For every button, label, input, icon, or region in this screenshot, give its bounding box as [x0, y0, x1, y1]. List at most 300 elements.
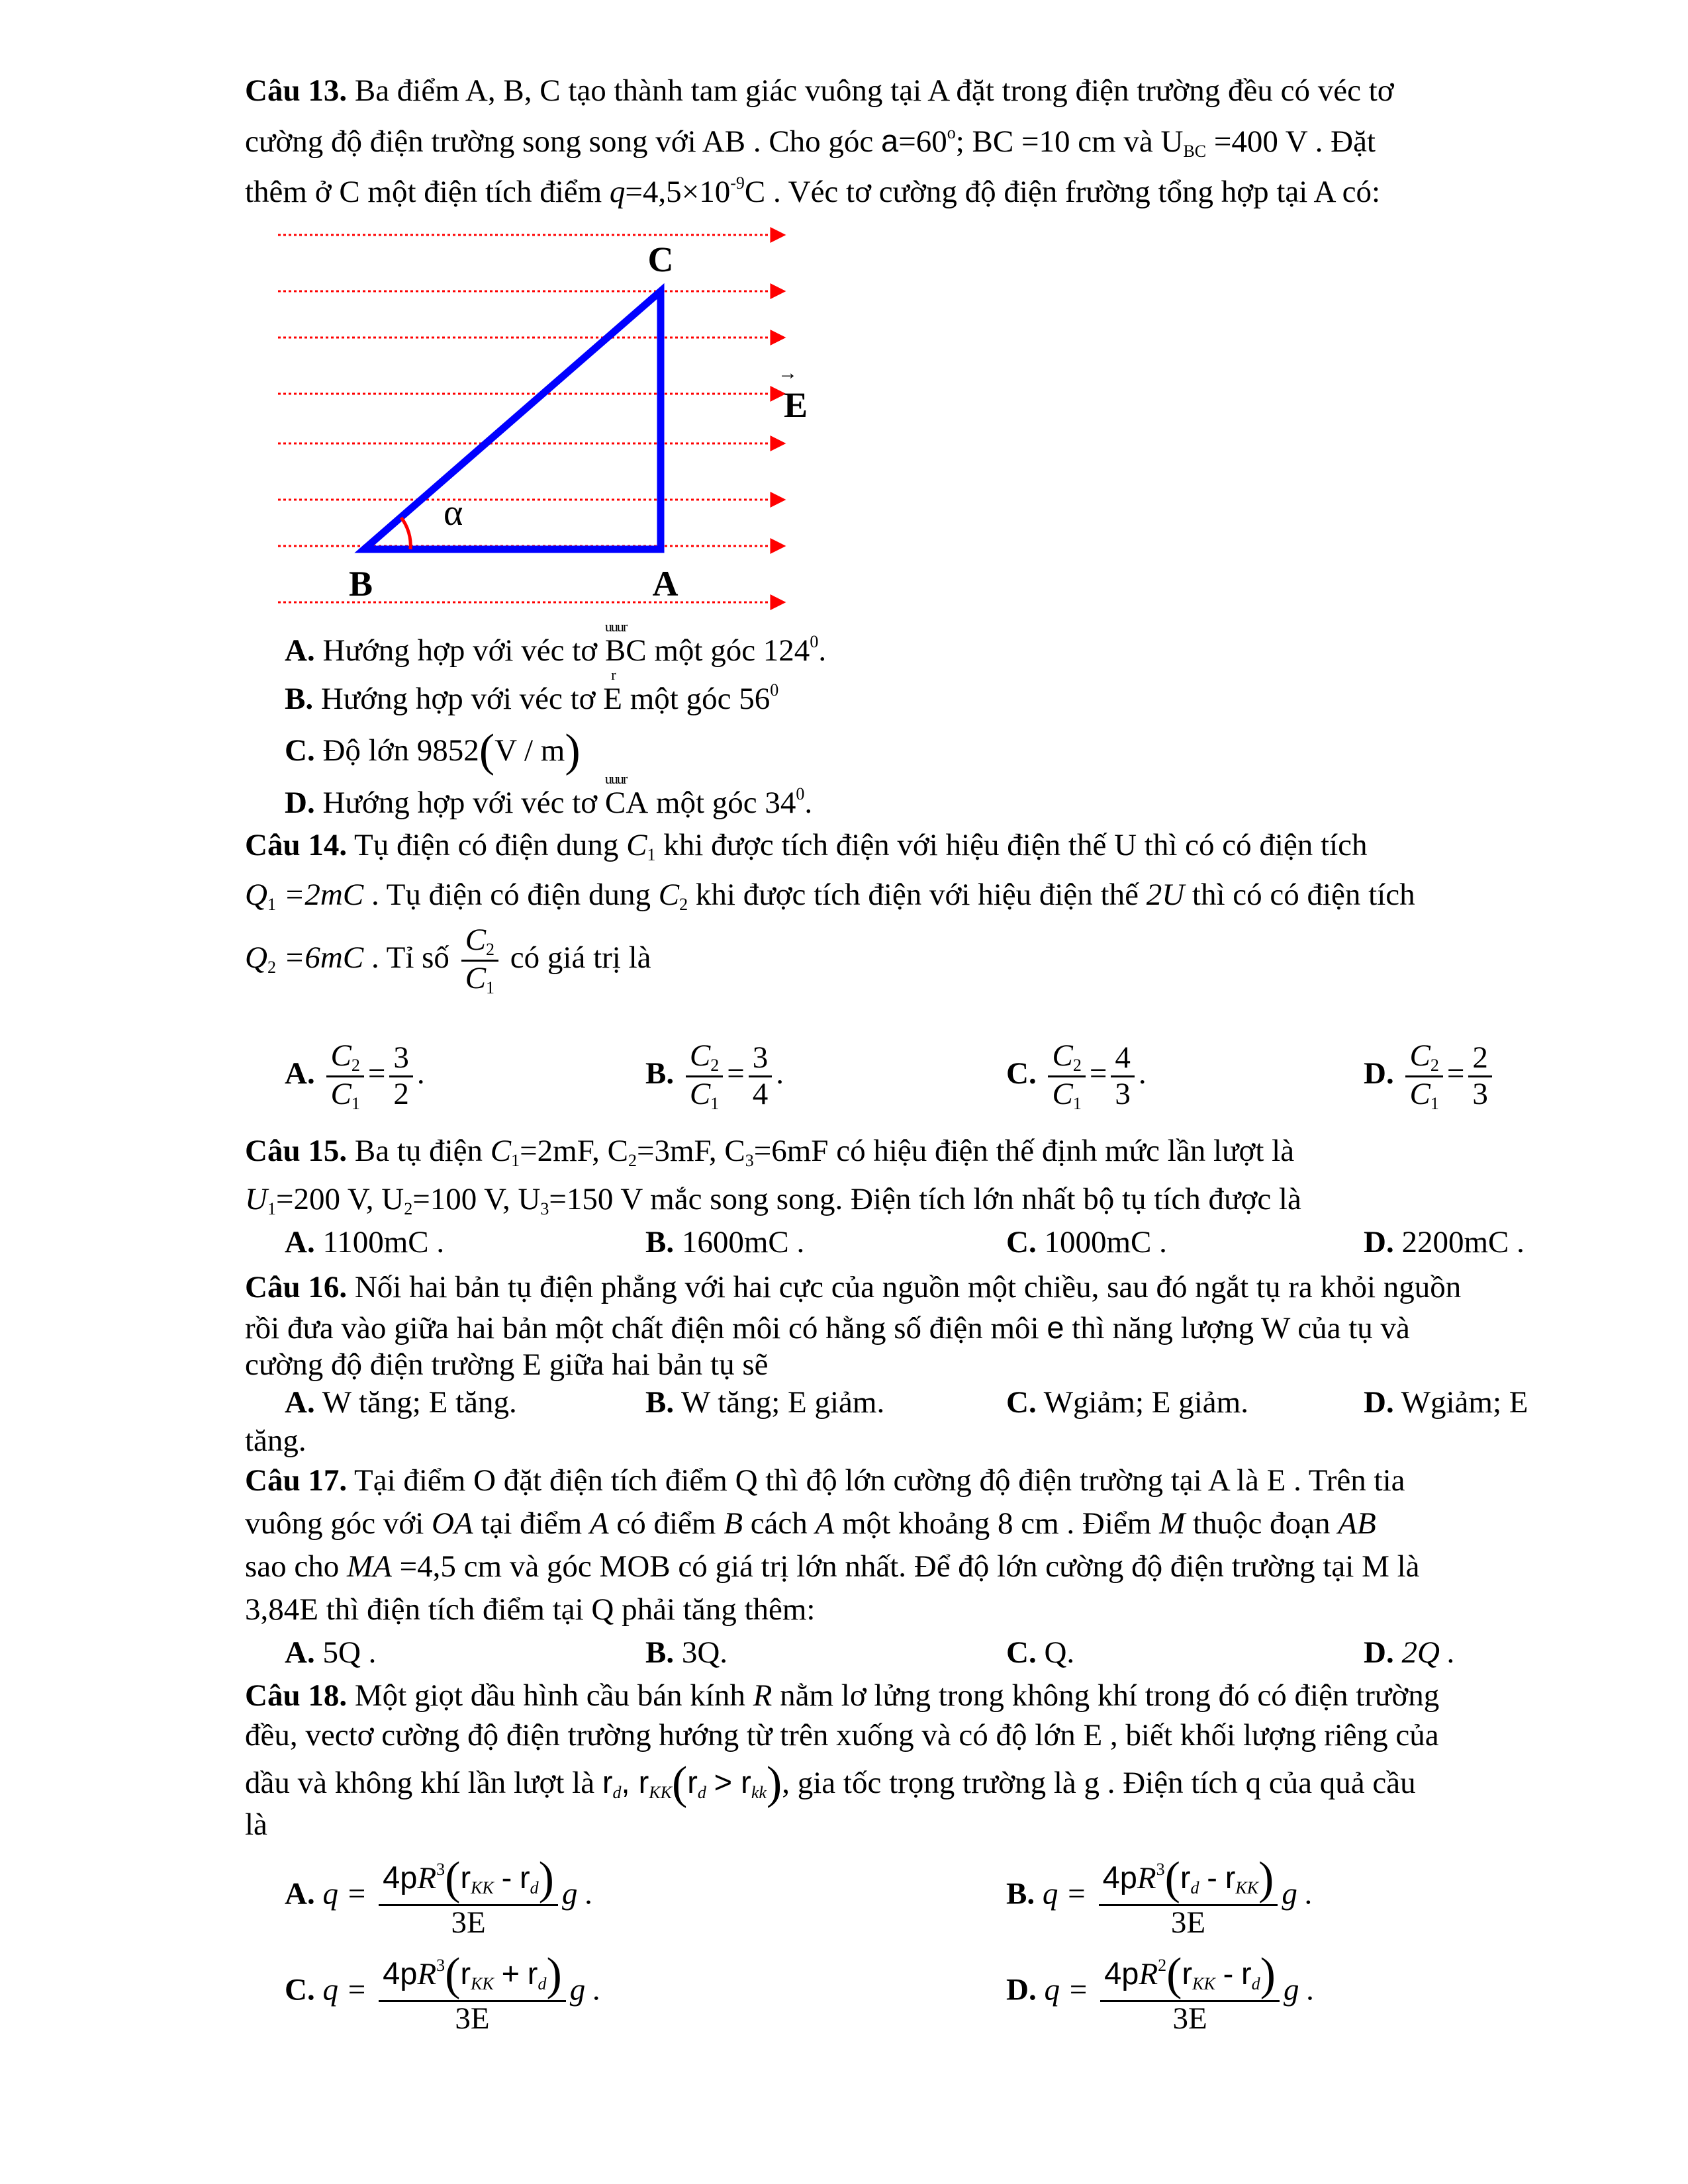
q18-option-b-g: g . — [1282, 1876, 1313, 1911]
frac-c1: C — [465, 960, 487, 995]
frac-rho1: r — [1182, 1956, 1193, 1991]
q15-option-b[interactable] — [645, 1224, 804, 1260]
q14-line3 — [245, 923, 651, 997]
frac-r: R — [417, 1861, 437, 1895]
q17-option-a-label: A. — [285, 1635, 315, 1670]
q18-option-b[interactable] — [1006, 1853, 1313, 1940]
q15-option-a-text: 1100mC . — [322, 1225, 445, 1259]
frac-4pi: 4p — [1104, 1956, 1139, 1991]
q15-line1 — [245, 1133, 1294, 1171]
q14-option-d[interactable] — [1364, 1039, 1496, 1113]
q18-option-b-lhs: q = — [1042, 1876, 1087, 1911]
q13-option-d-deg: 0 — [796, 784, 805, 803]
q14-option-b-label: B. — [645, 1056, 675, 1091]
q13-text3d: ×10 — [681, 175, 731, 209]
left-paren: ( — [671, 1758, 688, 1809]
right-paren: ) — [565, 725, 581, 776]
q18-option-c-frac — [379, 1949, 566, 2036]
q15-text1a: Ba tụ điện — [354, 1134, 483, 1168]
q18-rho-kk-sub: KK — [649, 1783, 672, 1802]
q17-text2k: thuộc đoạn — [1192, 1506, 1331, 1541]
q14-text2d: . Tụ điện có điện dung — [371, 878, 651, 912]
q14-c-sub: 1 — [647, 845, 656, 864]
frac-c1: C — [330, 1076, 352, 1111]
q13-option-b-vec: E — [603, 682, 622, 716]
q17-m: M — [1159, 1506, 1186, 1541]
q14-option-d-label: D. — [1364, 1056, 1394, 1091]
q17-option-b-text: 3Q. — [681, 1635, 728, 1670]
q16-text2c: thì năng lượng W của tụ và — [1072, 1311, 1410, 1345]
frac-rho2: r — [1241, 1956, 1252, 1991]
frac-sub2: d — [538, 1974, 547, 1993]
frac-den: 3E — [455, 2001, 490, 2036]
left-paren: ( — [1164, 1853, 1180, 1904]
vector-arrow-icon: r — [611, 666, 615, 683]
q17-option-b[interactable] — [645, 1635, 727, 1670]
q14-option-c-label: C. — [1006, 1056, 1037, 1091]
label-c: C — [647, 240, 674, 279]
q17-ab: AB — [1338, 1506, 1376, 1541]
q13-option-d-end: . — [804, 786, 813, 820]
frac-c1-sub: 1 — [486, 978, 495, 997]
frac-den: 3E — [1170, 1905, 1206, 1940]
frac-4pi: 4p — [1102, 1860, 1137, 1895]
frac-den: 2 — [393, 1076, 409, 1111]
q18-label: Câu 18. — [245, 1678, 348, 1713]
frac-c2-sub: 2 — [351, 1056, 360, 1075]
q18-option-a-label: A. — [285, 1876, 315, 1911]
q15-label: Câu 15. — [245, 1134, 348, 1168]
q18-option-d-label: D. — [1006, 1972, 1037, 2007]
frac-c1: C — [689, 1076, 711, 1111]
q18-option-b-label: B. — [1006, 1876, 1035, 1911]
q17-text3c: =4,5 cm và góc MOB có giá trị lớn nhất. Để độ lớn cường độ điện trường tại M là — [399, 1549, 1420, 1584]
frac-sub2: d — [530, 1878, 539, 1897]
q18-rho: r — [602, 1764, 613, 1799]
q17-a2: A — [815, 1506, 835, 1541]
q13-degree: o — [947, 123, 956, 142]
frac-rho2: r — [527, 1956, 538, 1991]
q17-text1: Tại điểm O đặt điện tích điểm Q thì độ lớn cường độ điện trường tại A là E . Trên tia — [354, 1463, 1405, 1498]
q13-text3f: C . Véc tơ cường độ điện frường tổng hợp tại A có: — [744, 175, 1381, 209]
q15-u2-sub: 2 — [404, 1199, 413, 1218]
q13-option-b-deg: 0 — [770, 680, 779, 700]
q15-option-d-text: 2200mC . — [1401, 1225, 1524, 1259]
q18-option-c-g: g . — [569, 1972, 601, 2007]
frac-op: - — [1207, 1860, 1217, 1895]
left-paren: ( — [1166, 1949, 1182, 2000]
q16-option-d-tail — [245, 1423, 306, 1459]
q18-rho-d-sub: d — [612, 1783, 622, 1802]
q18-option-c-label: C. — [285, 1972, 315, 2007]
equals: = — [367, 1056, 386, 1091]
q16-option-d-text: Wgiảm; E — [1401, 1385, 1528, 1420]
q16-option-b[interactable] — [645, 1385, 884, 1420]
frac-rho1: r — [460, 1956, 471, 1991]
q14-q1: Q — [245, 878, 267, 912]
frac-pow: 2 — [1158, 1956, 1167, 1975]
frac-pow: 3 — [1156, 1860, 1165, 1879]
q18-text2: đều, vectơ cường độ điện trường hướng từ trên xuống và có độ lớn E , biết khối lượng riêng của — [245, 1718, 1439, 1752]
q13-text3a: thêm ở C một điện tích điểm — [245, 175, 602, 209]
frac-pow: 3 — [436, 1860, 445, 1879]
frac-den: 3 — [1115, 1076, 1131, 1111]
q13-option-b[interactable] — [285, 666, 779, 717]
q15-option-d[interactable] — [1364, 1224, 1524, 1260]
q14-q1-value: =2mC — [283, 878, 364, 912]
q18-option-a-g: g . — [561, 1876, 593, 1911]
q14-c2: C — [658, 878, 680, 912]
frac-rho1: r — [1180, 1860, 1191, 1895]
q14-line1 — [245, 827, 1368, 865]
q15-text2e: =100 V, U — [412, 1182, 541, 1216]
q18-option-a-frac — [379, 1853, 558, 1940]
q13-option-a-end: . — [818, 633, 827, 668]
q15-option-a[interactable] — [285, 1224, 444, 1260]
q13-option-c-text: Độ lớn 9852 — [322, 733, 479, 768]
frac-value — [1468, 1041, 1492, 1111]
q15-text2h: mắc song song. Điện tích lớn nhất bộ tụ tích được là — [650, 1182, 1301, 1216]
q17-b: B — [724, 1506, 743, 1541]
q18-line1 — [245, 1678, 1439, 1713]
q18-rho2: , r — [621, 1764, 649, 1799]
q18-text1c: nằm lơ lửng trong không khí trong đó có điện trường — [780, 1678, 1440, 1713]
frac-c2-sub: 2 — [486, 940, 495, 959]
q16-option-a[interactable] — [285, 1385, 517, 1420]
frac-c2-sub: 2 — [1072, 1056, 1082, 1075]
q13-option-a-text: Hướng hợp với véc tơ — [322, 633, 598, 668]
frac-c2: C — [330, 1038, 352, 1073]
q15-text2g: =150 V — [549, 1182, 643, 1216]
q16-option-a-text: W tăng; E tăng. — [322, 1385, 517, 1420]
q14-text2i: thì có có điện tích — [1192, 878, 1415, 912]
right-paren: ) — [538, 1853, 554, 1904]
q14-text1d: khi được tích điện với hiệu điện thế U thì có có điện tích — [663, 828, 1368, 862]
q18-option-c[interactable] — [285, 1949, 601, 2036]
frac-sub1: d — [1190, 1878, 1199, 1897]
left-paren: ( — [445, 1853, 461, 1904]
q18-text3a: dầu và không khí lần lượt là — [245, 1766, 595, 1800]
q17-text2c: tại điểm — [481, 1506, 583, 1541]
frac-den: 3 — [1472, 1076, 1488, 1111]
q13-text2c: =60 — [898, 124, 947, 159]
q17-text2a: vuông góc với — [245, 1506, 424, 1541]
frac-c2-c1 — [1405, 1039, 1442, 1113]
left-paren: ( — [445, 1949, 461, 2000]
q13-option-d-vec: CA — [604, 786, 649, 820]
q13-option-d-label: D. — [285, 786, 315, 820]
q16-text3: cường độ điện trường E giữa hai bản tụ sẽ — [245, 1347, 769, 1382]
q17-option-c[interactable] — [1006, 1635, 1074, 1670]
q15-u1-sub: 1 — [267, 1199, 276, 1218]
frac-rho2: r — [519, 1860, 530, 1895]
q13-option-b-label: B. — [285, 682, 314, 716]
q14-q1-sub: 1 — [267, 895, 276, 914]
q15-text1f: =3mF, C — [636, 1134, 745, 1168]
frac-c1-sub: 1 — [1430, 1093, 1439, 1113]
label-alpha: α — [444, 492, 463, 533]
frac-c1-sub: 1 — [710, 1093, 720, 1113]
q16-option-a-label: A. — [285, 1385, 315, 1420]
q17-text2i: một khoảng 8 cm . Điểm — [842, 1506, 1152, 1541]
q13-label: Câu 13. — [245, 73, 348, 108]
q13-text2e: ; BC =10 cm và U — [955, 124, 1184, 159]
q16-line3 — [245, 1347, 769, 1383]
right-paren: ) — [1258, 1853, 1274, 1904]
q14-2u: 2U — [1146, 878, 1185, 912]
label-e: E — [783, 385, 808, 425]
frac-c2-sub: 2 — [710, 1056, 720, 1075]
q13-option-b-text: Hướng hợp với véc tơ — [320, 682, 596, 716]
right-paren: ) — [1260, 1949, 1276, 2000]
label-b: B — [348, 564, 373, 604]
q15-line2 — [245, 1181, 1301, 1219]
frac-c2-c1 — [326, 1039, 363, 1113]
q15-option-d-label: D. — [1364, 1225, 1394, 1259]
frac-den: 3E — [1172, 2001, 1207, 2036]
frac-pow: 3 — [436, 1956, 445, 1975]
q18-gt: > r — [714, 1764, 751, 1799]
q13-text1: Ba điểm A, B, C tạo thành tam giác vuông tại A đặt trong điện trường đều có véc tơ — [354, 73, 1394, 108]
q13-line1 — [245, 73, 1394, 109]
q14-c2-sub: 2 — [679, 895, 688, 914]
q15-c2-sub: 2 — [628, 1151, 637, 1170]
q14-text1a: Tụ điện có điện dung — [354, 828, 619, 862]
q14-q2-value: =6mC — [283, 940, 364, 975]
q14-label: Câu 14. — [245, 828, 348, 862]
q13-option-a-angle: một góc 124 — [654, 633, 810, 668]
q15-c3-sub: 3 — [745, 1151, 754, 1170]
q13-option-b-angle: một góc 56 — [630, 682, 771, 716]
vector-arrow-icon: uuur — [604, 618, 627, 635]
q13-ubc-sub: BC — [1183, 142, 1207, 161]
q17-text2e: có điểm — [616, 1506, 716, 1541]
frac-num: 4 — [1111, 1041, 1135, 1077]
q13-option-a-label: A. — [285, 633, 315, 668]
q15-text1h: =6mF — [753, 1134, 829, 1168]
q18-option-d-frac — [1100, 1949, 1280, 2036]
frac-c1: C — [1409, 1076, 1430, 1111]
q18-line4 — [245, 1807, 267, 1843]
q17-a: A — [589, 1506, 609, 1541]
q14-option-c[interactable]: C. $\frac{C_2}{C_1}$ = $\frac{4}{3}$ . — [1006, 1038, 1147, 1113]
frac-value — [389, 1041, 413, 1111]
vector-arrow-icon: uuur — [604, 770, 627, 787]
frac-sub2: d — [1251, 1974, 1260, 1993]
q14-text3e: có giá trị là — [510, 940, 651, 975]
q15-text1i: có hiệu điện thế định mức lần lượt là — [836, 1134, 1295, 1168]
frac-4pi: 4p — [383, 1956, 418, 1991]
q16-label: Câu 16. — [245, 1270, 348, 1304]
frac-c1-sub: 1 — [351, 1093, 360, 1113]
q18-option-c-lhs: q = — [322, 1972, 367, 2007]
vector-arrow-e: → — [778, 362, 798, 384]
q18-option-a[interactable] — [285, 1853, 593, 1940]
q18-option-d[interactable] — [1006, 1949, 1315, 2036]
frac-value — [749, 1041, 773, 1111]
q13-line2 — [245, 122, 1376, 161]
q17-ma: MA — [347, 1549, 392, 1584]
q18-rho3: r — [687, 1764, 698, 1799]
q17-label: Câu 17. — [245, 1463, 348, 1498]
q13-option-d-angle: một góc 34 — [655, 786, 796, 820]
q13-alpha-symbol: a — [881, 123, 899, 158]
q15-option-a-label: A. — [285, 1225, 315, 1259]
frac-den: 3E — [451, 1905, 486, 1940]
q15-c1-sub: 1 — [511, 1151, 520, 1170]
q18-text4: là — [245, 1807, 267, 1842]
triangle-abc — [364, 291, 661, 549]
q17-option-d[interactable] — [1364, 1635, 1455, 1670]
q15-option-b-label: B. — [645, 1225, 675, 1259]
frac-r: R — [1137, 1861, 1156, 1895]
vector-e — [603, 666, 622, 717]
frac-4pi: 4p — [383, 1860, 418, 1895]
q18-rho3-sub: d — [697, 1783, 706, 1802]
frac-c2: C — [1409, 1038, 1430, 1073]
frac-c1-sub: 1 — [1072, 1093, 1082, 1113]
q17-text2g: cách — [750, 1506, 808, 1541]
frac-c2-c1 — [686, 1039, 723, 1113]
q18-option-d-lhs: q = — [1044, 1972, 1089, 2007]
frac-den: 4 — [752, 1076, 769, 1111]
q13-q: q — [609, 175, 626, 209]
equals: = — [1089, 1056, 1107, 1091]
q13-option-a-deg: 0 — [810, 632, 819, 651]
q13-figure — [265, 218, 821, 629]
vector-bc — [604, 618, 647, 668]
q16-option-c-text: Wgiảm; E giảm. — [1043, 1385, 1248, 1420]
q13-option-c-unit: V / m — [494, 733, 565, 768]
q16-option-b-text: W tăng; E giảm. — [681, 1385, 885, 1420]
frac-c2: C — [465, 923, 487, 957]
vector-ca — [604, 770, 649, 821]
q15-c1: C — [490, 1134, 512, 1168]
q18-option-b-frac — [1099, 1853, 1278, 1940]
q17-option-c-text: Q. — [1044, 1635, 1075, 1670]
q18-text1a: Một giọt dầu hình cầu bán kính — [354, 1678, 745, 1713]
q17-option-a[interactable] — [285, 1635, 376, 1670]
q14-option-a[interactable]: A. $\frac{C_2}{C_1}$ = $\frac{3}{2}$ . — [285, 1038, 425, 1113]
q16-text1: Nối hai bản tụ điện phẳng với hai cực của nguồn một chiều, sau đó ngắt tụ ra khỏi nguồn — [354, 1270, 1462, 1304]
q13-exp: -9 — [730, 173, 745, 193]
label-a: A — [652, 564, 679, 604]
q13-option-d-text: Hướng hợp với véc tơ — [322, 786, 598, 820]
q13-option-c[interactable] — [285, 725, 581, 778]
q16-option-d-label: D. — [1364, 1385, 1394, 1420]
frac-op: - — [1223, 1956, 1234, 1991]
q13-option-a-vec: BC — [604, 633, 647, 668]
frac-num: 3 — [749, 1041, 773, 1077]
q15-text1d: =2mF, C — [520, 1134, 628, 1168]
q16-line2 — [245, 1309, 1410, 1346]
q15-option-b-text: 1600mC . — [681, 1225, 805, 1259]
q18-line3 — [245, 1757, 1416, 1810]
q17-text4: 3,84E thì điện tích điểm tại Q phải tăng thêm: — [245, 1592, 816, 1627]
q14-text3d: . Tỉ số — [371, 940, 449, 975]
q14-q2-sub: 2 — [267, 957, 276, 977]
q14-option-a-label: A. — [285, 1056, 315, 1091]
frac-sub1: KK — [471, 1878, 494, 1897]
q16-epsilon: e — [1047, 1310, 1064, 1345]
q18-option-d-g: g . — [1283, 1972, 1315, 2007]
q17-line1 — [245, 1463, 1405, 1498]
q13-option-d[interactable] — [285, 770, 813, 821]
q16-option-c[interactable] — [1006, 1385, 1248, 1420]
frac-sub2: KK — [1235, 1878, 1259, 1897]
frac-op: + — [501, 1956, 520, 1991]
right-paren: ) — [546, 1949, 562, 2000]
frac-c2-sub: 2 — [1430, 1056, 1439, 1075]
q18-option-a-lhs: q = — [322, 1876, 367, 1911]
q15-option-c-text: 1000mC . — [1044, 1225, 1167, 1259]
frac-value — [1111, 1041, 1135, 1111]
frac-c2-c1 — [1048, 1039, 1085, 1113]
q18-line2 — [245, 1717, 1439, 1753]
q14-option-b[interactable]: B. $\frac{C_2}{C_1}$ = $\frac{3}{4}$ . — [645, 1038, 784, 1113]
q13-option-a[interactable] — [285, 618, 827, 668]
q13-text3c: =4,5 — [625, 175, 682, 209]
frac-r: R — [1139, 1957, 1158, 1991]
frac-c2: C — [1052, 1038, 1073, 1073]
frac-num: 3 — [389, 1041, 413, 1077]
q17-line2 — [245, 1506, 1376, 1541]
q17-line4 — [245, 1592, 816, 1627]
q17-line3 — [245, 1549, 1420, 1584]
q16-text2a: rồi đưa vào giữa hai bản một chất điện môi có hằng số điện môi — [245, 1311, 1039, 1345]
frac-c1: C — [1052, 1076, 1073, 1111]
q17-option-d-label: D. — [1364, 1635, 1394, 1670]
q17-option-d-text: 2Q . — [1401, 1635, 1456, 1670]
q16-line1 — [245, 1269, 1461, 1305]
q16-option-d[interactable] — [1364, 1385, 1528, 1420]
q13-text2g: =400 V . Đặt — [1213, 124, 1376, 159]
angle-arc — [401, 518, 410, 549]
equals: = — [727, 1056, 745, 1091]
frac-op: - — [501, 1860, 512, 1895]
left-paren: ( — [479, 725, 495, 776]
frac-r: R — [417, 1957, 437, 1991]
q15-u1: U — [245, 1182, 267, 1216]
right-paren: ) — [766, 1758, 782, 1809]
q16-option-b-label: B. — [645, 1385, 675, 1420]
frac-rho2: r — [1225, 1860, 1236, 1895]
q13-text2a: cường độ điện trường song song với AB . Cho góc — [245, 124, 874, 159]
frac-sub1: KK — [471, 1974, 494, 1993]
q17-option-a-text: 5Q . — [322, 1635, 377, 1670]
q16-option-c-label: C. — [1006, 1385, 1037, 1420]
q17-option-b-label: B. — [645, 1635, 675, 1670]
q14-q2: Q — [245, 940, 267, 975]
q17-oa: OA — [432, 1506, 473, 1541]
ratio-c2-c1 — [461, 923, 498, 997]
q16-tail-text: tăng. — [245, 1424, 306, 1458]
q17-text3a: sao cho — [245, 1549, 340, 1584]
q15-option-c-label: C. — [1006, 1225, 1037, 1259]
q14-c: C — [626, 828, 647, 862]
frac-num: 2 — [1468, 1041, 1492, 1077]
q15-option-c[interactable] — [1006, 1224, 1167, 1260]
q13-option-c-label: C. — [285, 733, 315, 768]
equals: = — [1446, 1056, 1465, 1091]
q18-r: R — [753, 1678, 773, 1713]
q14-line2 — [245, 877, 1415, 915]
frac-rho1: r — [460, 1860, 471, 1895]
q14-text2g: khi được tích điện với hiệu điện thế — [695, 878, 1139, 912]
frac-c2: C — [689, 1038, 711, 1073]
q13-line3 — [245, 173, 1380, 210]
q15-text2c: =200 V, U — [275, 1182, 404, 1216]
